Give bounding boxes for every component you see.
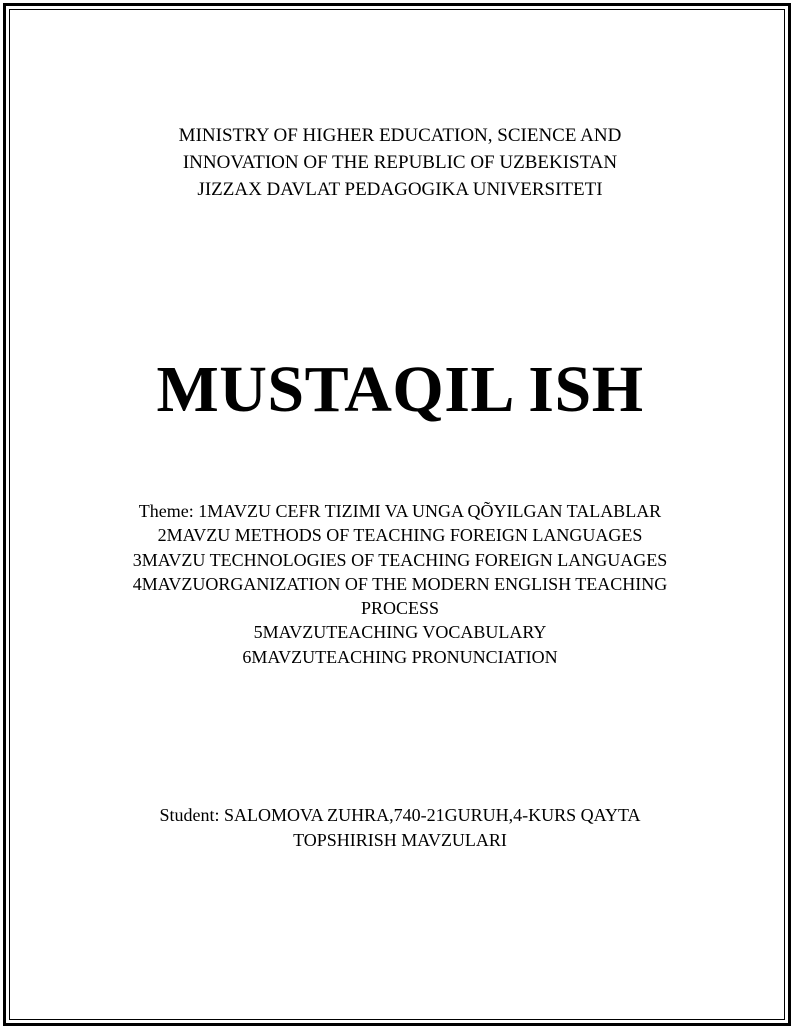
theme-line: 6MAVZUTEACHING PRONUNCIATION <box>242 646 558 667</box>
student-line: TOPSHIRISH MAVZULARI <box>293 829 507 850</box>
theme-line: PROCESS <box>360 598 440 619</box>
theme-line: 4MAVZUORGANIZATION OF THE MODERN ENGLISH TEACHING <box>132 573 668 594</box>
header-line: INNOVATION OF THE REPUBLIC OF UZBEKISTAN <box>182 152 618 173</box>
document-title: MUSTAQIL ISH <box>156 353 644 426</box>
student-info <box>0 803 800 852</box>
theme-line: 2MAVZU METHODS OF TEACHING FOREIGN LANGUAGES <box>157 525 643 546</box>
theme-line: 5MAVZUTEACHING VOCABULARY <box>253 622 547 643</box>
ministry-header <box>0 122 800 203</box>
header-line: JIZZAX DAVLAT PEDAGOGIKA UNIVERSITETI <box>197 179 603 200</box>
themes-list <box>0 499 800 669</box>
theme-line: 3MAVZU TECHNOLOGIES OF TEACHING FOREIGN LANGUAGES <box>132 549 668 570</box>
student-line: Student: SALOMOVA ZUHRA,740-21GURUH,4-KURS QAYTA <box>159 805 641 825</box>
header-line: MINISTRY OF HIGHER EDUCATION, SCIENCE AND <box>178 125 622 146</box>
theme-line: Theme: 1MAVZU CEFR TIZIMI VA UNGA QÕYILGAN TALABLAR <box>138 501 662 521</box>
